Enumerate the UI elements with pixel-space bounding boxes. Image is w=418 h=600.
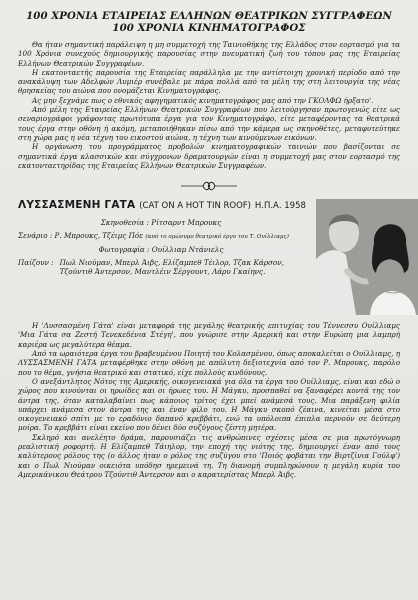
film-description xyxy=(18,321,400,479)
film-original-title: (CAT ON A HOT TIN ROOF) xyxy=(139,201,251,212)
description-paragraph: Σκληρό και ανελέητο δράμα, παρουσιάζει τις ανθρώπινες σχέσεις μέσα σε μια πρωτόγνωρη ρεαλιστική ροφορτή. Η Ελίζαμπεθ Τάιηλορ, την εποχή της νιότης της, δημιουργεί έναν από τους καλύτερους ρόλους της (ο άλλος ήταν ο ρόλος της συζύγου στο 'Ποιός φοβάται την Βιρτζίνια Γούλφ') και ο Πωλ Νιούμαν οικειότα υπόδησ ηρεμεινά τη. Τη διανομή συμπληρώνουν η μεγάλη κυρία του Αμερικάνικου Θεάτρου Τζούντιθ Άντερσον και ο καρατερίστας Μπερλ Άιβς. xyxy=(18,432,400,479)
description-paragraph: Ο ανεξάντλητος Νότος της Αμερικής, οικογενειακά για όλα τα έργα του Ουίλλιαμς, είναι και εδώ ο χώρος που κινούνται οι ηρωίδες και οι ήρωες του. Η Μάγκυ, προσπαθεί να ξαναφέρει κοντά της τον άντρα της, όταν καταλαβαίνει πως κάποιος τρίτος έχει μπεί ανάμεσά τους. Μια παράξενη φιλία υπάρχει ανάμεσα στον άντρα της και έναν φίλο του. Η Μάγκυ σκοπό ζέαινα, κινείται μέσα στο οικογενειακό σπίτι με το εραδόνιο δαπανό κρεββάτι, ενώ τα υπόλοιπα έπιπλα περνούν σε δεύτερη μοίρα. Το κρεββάτι είναι εκείνο που δένει δύο συζύγους ζέστη μητέρα. xyxy=(18,376,400,433)
flourish-icon xyxy=(179,179,239,193)
film-title: ΛΥΣΣΑΣΜΕΝΗ ΓΑΤΑ xyxy=(18,199,136,212)
direction-value: Ρίτσαρντ Μπρουκς xyxy=(151,218,222,228)
photo-value: Ουίλλιαμ Ντάνιελς xyxy=(151,245,224,255)
film-still-image xyxy=(316,199,418,315)
cast-label: Παίζουν : xyxy=(18,257,54,267)
credit-cast xyxy=(18,258,304,277)
intro-paragraph: Η οργάνωση του προγράμματος προβολών κινηματογραφικών ταινιών που βασίζονται σε σημαντικά έργα κλασσικών και σύγχρονων δραματουργών είναι η συμμετοχή μας στον εορτασμό της εκατονταετηρίδας της Εταιρείας Ελλήνων Θεατρικών Συγγραφέων. xyxy=(18,142,400,170)
description-paragraph: Η 'Λυσσασμένη Γάτα' είναι μεταφορά της μεγάλης θεατρικής επιτυχίας του Τέννεσσυ Ουίλλιαμς 'Μια Γάτα σα Ζεστή Τενεκεδένια Στέγη', που γνώρισε στην Αμερική και στην Ευρώπη μια λαμπρή καριέρα ως μεγαλύτερα θέαμα. xyxy=(18,321,400,349)
credit-direction xyxy=(18,218,304,228)
film-meta: Η.Π.Α. 1958 xyxy=(254,201,306,212)
cast-value: Πωλ Νιούμαν, Μπερλ Άιβς, Ελίζαμπεθ Τέιλορ, Τζακ Κάρσον, Τζούντιθ Άντερσον, Μαντλέιν Σέργουντ, Λάρυ Γκαίηνς. xyxy=(59,257,284,277)
ornament-divider xyxy=(18,178,400,192)
intro-paragraph: Από μέλη της Εταιρείας Ελλήνων Θεατρικών Συγγραφέων που λειτούργησαν πρωτογενώς είτε ως σεναριογράφοι γράφοντας πρωτότυπα έργα για τον Κινηματογράφο, είτε μεταφέροντας τα θεατρικά τους έργα στην οθόνη ή ακόμη, μεταποιήθηκαν πίσω από την κάμερα ως σκηνοθέτες, μεταφυτεύτηκε στη χώρα μας η νέα τέχνη του εικοστού αιώνα, η τέχνη των κινούμενων εικόνων. xyxy=(18,105,400,142)
page-header xyxy=(18,10,400,34)
film-block xyxy=(18,199,418,315)
photo-label: Φωτογραφία : xyxy=(98,245,150,255)
script-note: (από το ομώνυμο θεατρικό έργο του Τ. Ουίλλιαμς) xyxy=(145,233,289,240)
intro-section xyxy=(18,40,400,170)
header-line-2: 100 ΧΡΟΝΙΑ ΚΙΝΗΜΑΤΟΓΡΑΦΟΣ xyxy=(112,22,306,34)
credit-script xyxy=(18,231,304,243)
header-line-1: 100 ΧΡΟΝΙΑ ΕΤΑΙΡΕΙΑΣ ΕΛΛΗΝΩΝ ΘΕΑΤΡΙΚΩΝ ΣΥΓΓΡΑΦΕΩΝ xyxy=(26,10,392,22)
film-title-line xyxy=(18,199,306,211)
intro-paragraph: Η εκατονταετής παρουσία της Εταιρείας παράλληλα με την αντίστοιχη χρονική περίοδο από την ανακάλυψη των Αδελφών Λυμιέρ συνέβαλε με πάρα πολλά από τα μέλη της στη λειτουργία της νέας θρησκείας του αιώνα που ονομάζεται Κινηματογράφος. xyxy=(18,67,400,96)
direction-label: Σκηνοθεσία : xyxy=(100,218,149,228)
film-still-photo xyxy=(316,199,418,315)
description-paragraph: Από τα ωραιότερα έργα του βραβευμένου Ποιητή του Κολασμένου, όπως αποκαλείται ο Ουίλλιαμς, η ΛΥΣΣΑΣΜΕΝΗ ΓΑΤΑ μεταφέρθηκε στην οθόνη με απόλυτη δεξιοτεχνία από τον Ρ. Μπρουκς, παρόλο που το θέμα, γνήσια θεατρικό και στατικό, είχε πολλούς κινδύνους. xyxy=(18,349,400,377)
credit-photography xyxy=(18,245,304,255)
film-credits xyxy=(18,218,304,277)
script-value: Ρ. Μπρουκς, Τζέιμς Πόε xyxy=(54,230,144,240)
intro-paragraph: Ας μην ξεχνάμε πως ο εθνικός αφηγηματικός κινηματογράφος μας από την ΓΚΟΛΦΩ ήρξατο'. xyxy=(32,95,374,105)
script-label: Σενάριο : xyxy=(18,230,53,240)
intro-paragraph: Θα ήταν σημαντική παράλειψη η μη συμμετοχή της Ταινιοθήκης της Ελλάδος στον εορτασμό για τα 100 Χρόνια συνεχούς δημιουργικής παρουσίας στην πνευματική ζωή του τόπου μας της Εταιρείας Ελλήνων Θεατρικών Συγγραφέων. xyxy=(18,40,400,68)
